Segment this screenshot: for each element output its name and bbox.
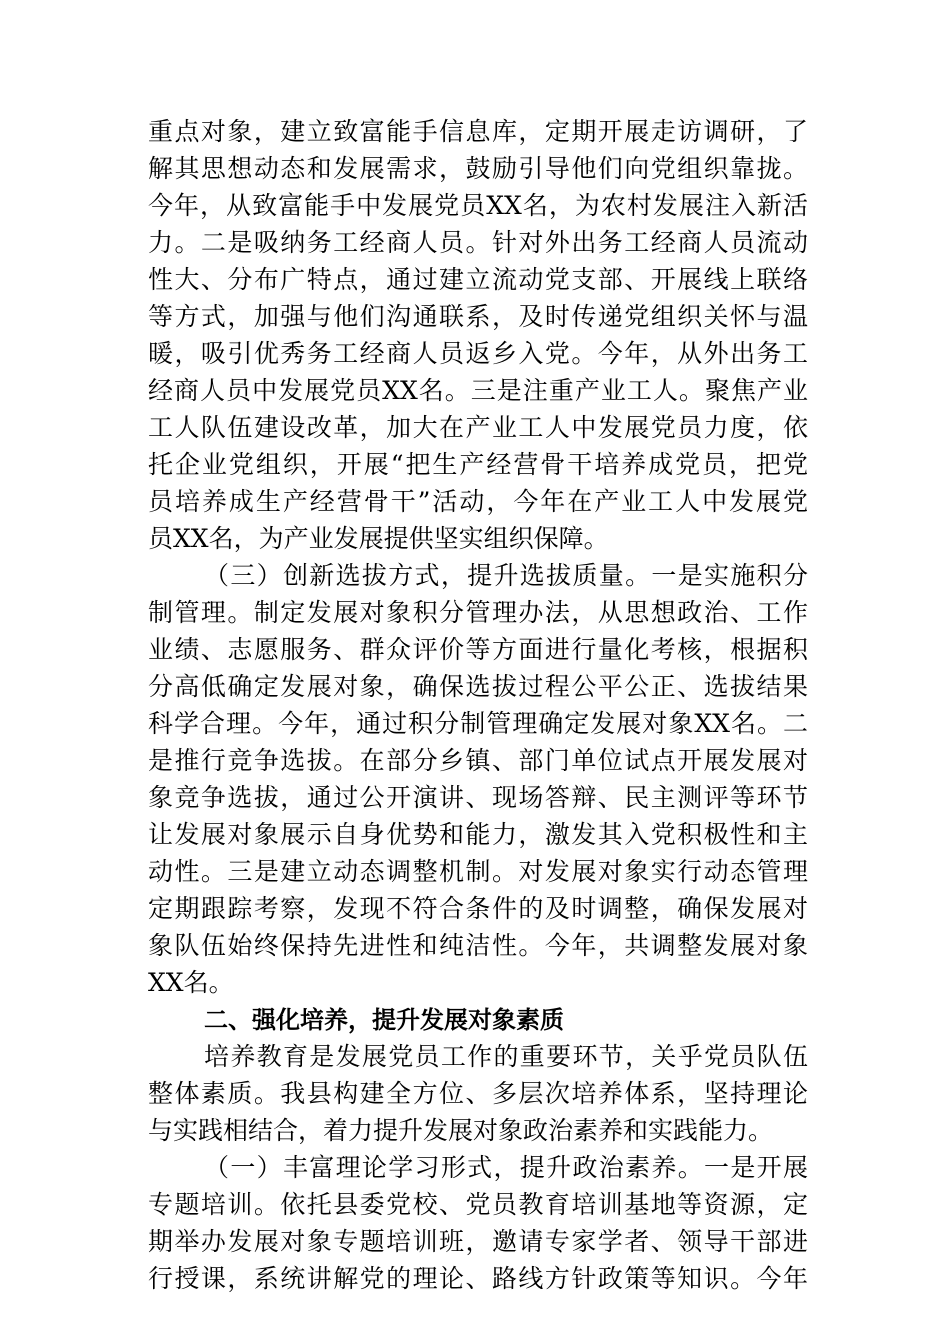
body-line: 让发展对象展示自身优势和能力，激发其入党积极性和主: [148, 820, 808, 849]
body-line: 员培养成生产经营骨干”活动，今年在产业工人中发展党: [148, 487, 808, 516]
body-line: XX名。: [148, 968, 234, 997]
body-line: 象队伍始终保持先进性和纯洁性。今年，共调整发展对象: [148, 931, 808, 960]
body-line: 是推行竞争选拔。在部分乡镇、部门单位试点开展发展对: [148, 746, 808, 775]
body-line: 暖，吸引优秀务工经商人员返乡入党。今年，从外出务工: [148, 339, 808, 368]
body-line: 行授课，系统讲解党的理论、路线方针政策等知识。今年: [148, 1264, 808, 1293]
body-line: 专题培训。依托县委党校、党员教育培训基地等资源，定: [148, 1190, 808, 1219]
body-line: 培养教育是发展党员工作的重要环节，关乎党员队伍: [204, 1042, 808, 1071]
body-line: 业绩、志愿服务、群众评价等方面进行量化考核，根据积: [148, 635, 808, 664]
body-line: 科学合理。今年，通过积分制管理确定发展对象XX名。二: [148, 709, 808, 738]
body-line: 员XX名，为产业发展提供坚实组织保障。: [148, 524, 609, 553]
body-line: 与实践相结合，着力提升发展对象政治素养和实践能力。: [148, 1116, 774, 1145]
body-line: 定期跟踪考察，发现不符合条件的及时调整，确保发展对: [148, 894, 808, 923]
subheading-line: （一）丰富理论学习形式，提升政治素养。一是开展: [204, 1153, 808, 1182]
subheading-line: （三）创新选拔方式，提升选拔质量。一是实施积分: [204, 561, 808, 590]
section-heading: 二、强化培养，提升发展对象素质: [204, 1006, 564, 1034]
body-line: 经商人员中发展党员XX名。三是注重产业工人。聚焦产业: [148, 376, 808, 405]
body-line: 性大、分布广特点，通过建立流动党支部、开展线上联络: [148, 265, 808, 294]
body-line: 工人队伍建设改革，加大在产业工人中发展党员力度，依: [148, 413, 808, 442]
body-line: 象竞争选拔，通过公开演讲、现场答辩、民主测评等环节: [148, 783, 808, 812]
body-line: 制管理。制定发展对象积分管理办法，从思想政治、工作: [148, 598, 808, 627]
body-line: 解其思想动态和发展需求，鼓励引导他们向党组织靠拢。: [148, 154, 808, 183]
body-line: 重点对象，建立致富能手信息库，定期开展走访调研，了: [148, 117, 808, 146]
body-line: 力。二是吸纳务工经商人员。针对外出务工经商人员流动: [148, 228, 808, 257]
body-line: 动性。三是建立动态调整机制。对发展对象实行动态管理: [148, 857, 808, 886]
body-line: 分高低确定发展对象，确保选拔过程公平公正、选拔结果: [148, 672, 808, 701]
body-line: 整体素质。我县构建全方位、多层次培养体系，坚持理论: [148, 1079, 808, 1108]
body-line: 期举办发展对象专题培训班，邀请专家学者、领导干部进: [148, 1227, 808, 1256]
body-line: 等方式，加强与他们沟通联系，及时传递党组织关怀与温: [148, 302, 808, 331]
body-line: 今年，从致富能手中发展党员XX名，为农村发展注入新活: [148, 191, 808, 220]
body-line: 托企业党组织，开展“把生产经营骨干培养成党员，把党: [148, 450, 808, 479]
